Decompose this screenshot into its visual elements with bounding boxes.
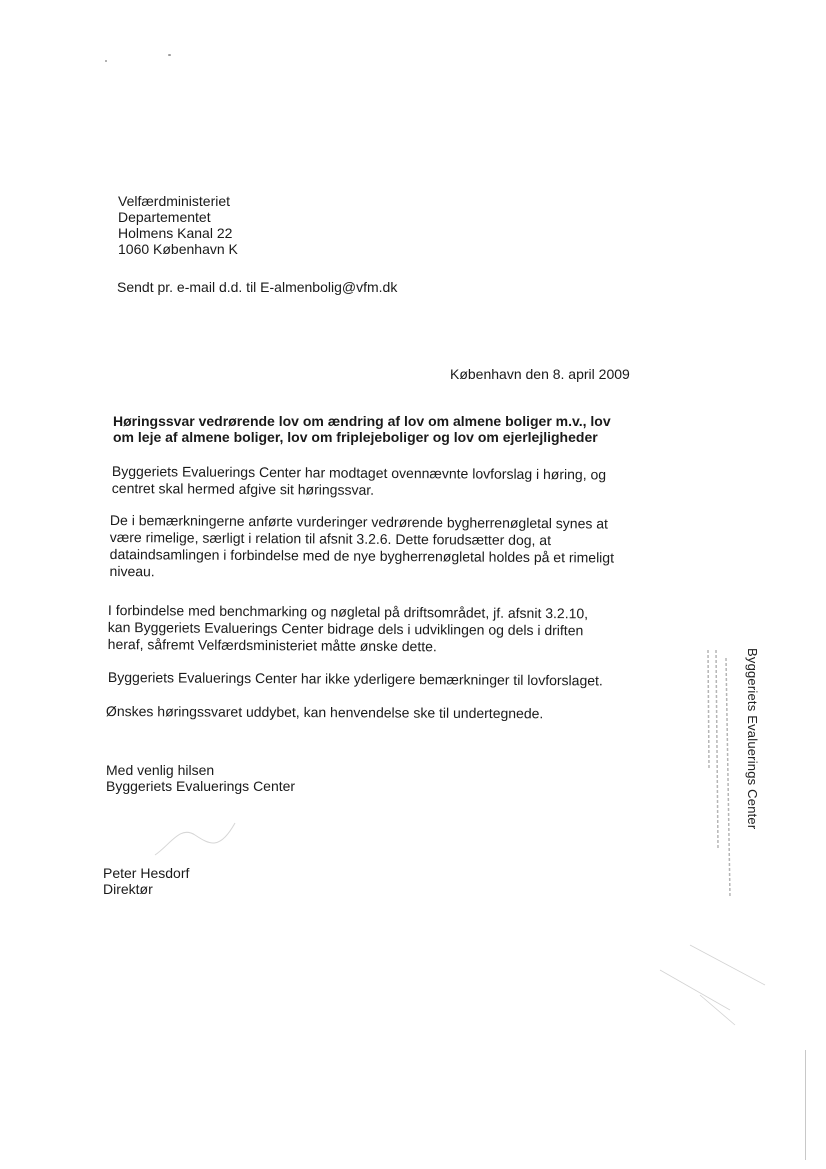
scan-noise bbox=[640, 940, 800, 1040]
scan-edge-line bbox=[805, 1050, 806, 1160]
paragraph-line: Byggeriets Evaluerings Center har modtaget ovennævnte lovforslag i høring, og bbox=[111, 463, 607, 483]
paragraph-line: De i bemærkningerne anførte vurderinger vedrørende bygherrenøgletal synes at bbox=[109, 512, 609, 532]
signature-mark bbox=[150, 815, 240, 865]
paragraph-line: kan Byggeriets Evaluerings Center bidrage dels i udviklingen og dels i driften bbox=[107, 618, 584, 639]
side-letterhead-contact-block bbox=[700, 648, 740, 948]
scan-speck bbox=[168, 54, 171, 56]
signatory-block bbox=[103, 865, 189, 897]
recipient-line: Velfærdministeriet bbox=[118, 193, 231, 209]
paragraph-line: dataindsamlingen i forbindelse med de nye bygherrenøgletal holdes på et rimeligt bbox=[109, 545, 615, 566]
date-line: København den 8. april 2009 bbox=[450, 366, 630, 382]
scan-speck bbox=[105, 60, 107, 62]
paragraph-line: være rimelige, særligt i relation til afsnit 3.2.6. Dette forudsætter dog, at bbox=[109, 528, 552, 549]
subject-line-1: Høringssvar vedrørende lov om ændring af lov om almene boliger m.v., lov bbox=[113, 413, 611, 429]
side-letterhead bbox=[745, 648, 760, 829]
paragraph-line: niveau. bbox=[109, 562, 155, 580]
recipient-line: Departementet bbox=[118, 209, 211, 225]
closing-organization: Byggeriets Evaluerings Center bbox=[106, 778, 296, 794]
paragraph-line: I forbindelse med benchmarking og nøgletal på driftsområdet, jf. afsnit 3.2.10, bbox=[107, 602, 589, 622]
paragraph-1 bbox=[112, 463, 606, 500]
paragraph-3 bbox=[108, 602, 589, 656]
closing-greeting: Med venlig hilsen bbox=[106, 762, 215, 778]
signatory-title: Direktør bbox=[103, 881, 153, 897]
paragraph-line: heraf, såfremt Velfærdsministeriet måtte ønske dette. bbox=[107, 635, 437, 655]
recipient-line: 1060 København K bbox=[118, 241, 238, 257]
paragraph-2 bbox=[110, 512, 615, 584]
recipient-address bbox=[118, 193, 238, 257]
closing-block bbox=[106, 762, 295, 794]
subject-line-2: om leje af almene boliger, lov om friplejeboliger og lov om ejerlejligheder bbox=[113, 429, 598, 445]
side-letterhead-name: Byggeriets Evaluerings Center bbox=[745, 648, 760, 830]
sent-via-line: Sendt pr. e-mail d.d. til E-almenbolig@vfm.dk bbox=[117, 279, 398, 295]
paragraph-5: Ønskes høringssvaret uddybet, kan henvendelse ske til undertegnede. bbox=[105, 703, 544, 722]
signatory-name: Peter Hesdorf bbox=[103, 865, 190, 881]
paragraph-line: centret skal hermed afgive sit høringssvar. bbox=[111, 479, 375, 498]
paragraph-4: Byggeriets Evaluerings Center har ikke yderligere bemærkninger til lovforslaget. bbox=[107, 669, 603, 689]
recipient-line: Holmens Kanal 22 bbox=[118, 225, 233, 241]
subject-heading bbox=[113, 413, 611, 445]
